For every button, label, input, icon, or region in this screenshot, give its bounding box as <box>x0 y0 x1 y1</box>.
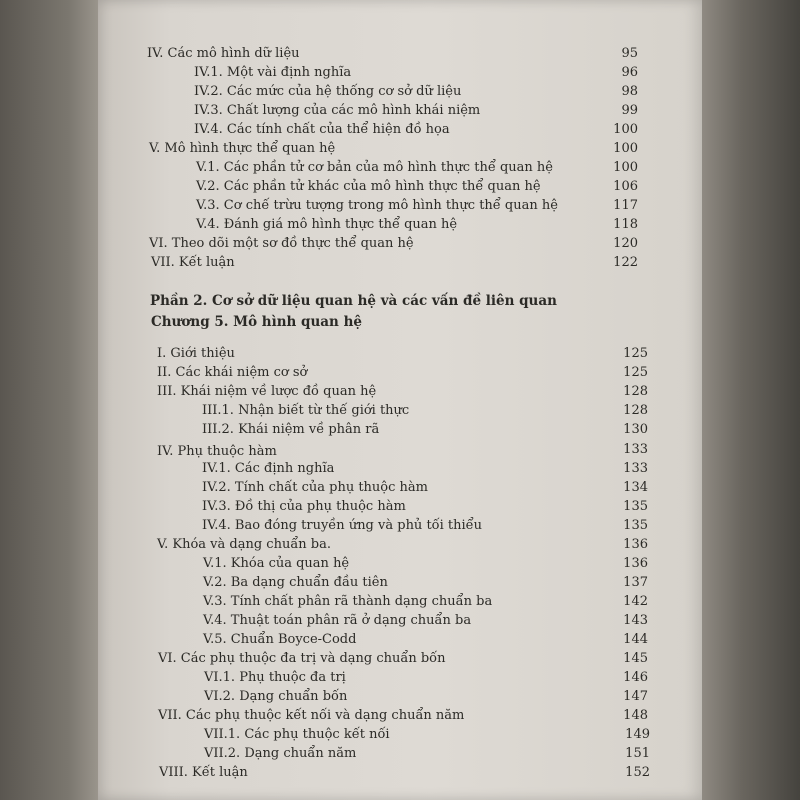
toc-page-number: 128 <box>623 403 648 418</box>
toc-page-number: 134 <box>623 480 648 495</box>
toc-page-number: 142 <box>623 594 648 609</box>
toc-page-number: 117 <box>613 198 638 213</box>
toc-page-number: 100 <box>613 122 638 137</box>
toc-page-number: 149 <box>625 727 650 742</box>
toc-page-number: 135 <box>623 499 648 514</box>
toc-page-number: 144 <box>623 632 648 647</box>
toc-page-number: 148 <box>623 708 648 723</box>
toc-page-number: 96 <box>621 65 638 80</box>
toc-page-number: 136 <box>623 537 648 552</box>
toc-page-number: 136 <box>623 556 648 571</box>
toc-page-number: 100 <box>613 160 638 175</box>
toc-page-number: 95 <box>621 46 638 61</box>
toc-page-number: 145 <box>623 651 648 666</box>
toc-page-number: 98 <box>621 84 638 99</box>
table-of-contents: IV. Các mô hình dữ liệu 95 IV.1. Một vài định nghĩa 96 IV.2. Các mức của hệ thống cơ sở dữ liệu 98 IV.3. Chất lượng của các mô hình khái niệm 99 IV.4. Các tính chất của thể hiện đồ họa 100 V. Mô hình thực thể quan hệ 100 V.1. Các phần tử cơ bản của mô hình thực thể quan hệ 100 V.2. Các phần tử khác của mô hình thực thể quan hệ 106 V.3. Cơ chế trừu tượng trong mô hình thực thể quan hệ 117 V.4. Đánh giá mô hình thực thể quan hệ 118 VI. Theo dõi một sơ đồ thực thể quan hệ 120 VII. Kết luận 122 Phần 2. Cơ sở dữ liệu quan hệ và các vấn đề liên quan Chương 5. Mô hình quan hệ I. Giới thiệu 125 II. Các khái niệm cơ sở 125 III. Khái niệm về lược đồ quan hệ 128 III.1. Nhận biết từ thế giới thực 128 III.2. Khái niệm về phân rã 130 IV. Phụ thuộc hàm 133 IV.1. Các định nghĩa 133 IV.2. Tính chất của phụ thuộc hàm 134 IV.3. Đồ thị của phụ thuộc hàm 135 IV.4. Bao đóng truyền ứng và phủ tối thiểu 135 V. Khóa và dạng chuẩn ba. 136 V.1. Khóa của quan hệ 136 V.2. Ba dạng chuẩn đầu tiên 137 V.3. Tính chất phân rã thành dạng chuẩn ba 142 V.4. Thuật toán phân rã ở dạng chuẩn ba 143 V.5. Chuẩn Boyce-Codd 144 VI. Các phụ thuộc đa trị và dạng chuẩn bốn 145 VI.1. Phụ thuộc đa trị 146 VI.2. Dạng chuẩn bốn 147 VII. Các phụ thuộc kết nối và dạng chuẩn năm 148 VII.1. Các phụ thuộc kết nối 149 VII.2. Dạng chuẩn năm 151 VIII. Kết luận 152 <box>0 0 800 800</box>
toc-page-number: 125 <box>623 365 648 380</box>
toc-page-number: 147 <box>623 689 648 704</box>
toc-page-number: 130 <box>623 422 648 437</box>
toc-page-number: 125 <box>623 346 648 361</box>
toc-page-number: 133 <box>623 442 648 457</box>
toc-page-number: 152 <box>625 765 650 780</box>
toc-page-number: 118 <box>613 217 638 232</box>
toc-page-number: 120 <box>613 236 638 251</box>
toc-page-number: 122 <box>613 255 638 270</box>
toc-page-number: 137 <box>623 575 648 590</box>
toc-page-number: 135 <box>623 518 648 533</box>
toc-page-number: 143 <box>623 613 648 628</box>
toc-page-number: 99 <box>621 103 638 118</box>
part-heading: Phần 2. Cơ sở dữ liệu quan hệ và các vấn đề liên quan <box>150 293 557 309</box>
chapter-heading: Chương 5. Mô hình quan hệ <box>151 314 362 330</box>
toc-page-number: 151 <box>625 746 650 761</box>
toc-page-number: 128 <box>623 384 648 399</box>
toc-page-number: 106 <box>613 179 638 194</box>
toc-page-number: 100 <box>613 141 638 156</box>
toc-page-number: 133 <box>623 461 648 476</box>
toc-page-number: 146 <box>623 670 648 685</box>
